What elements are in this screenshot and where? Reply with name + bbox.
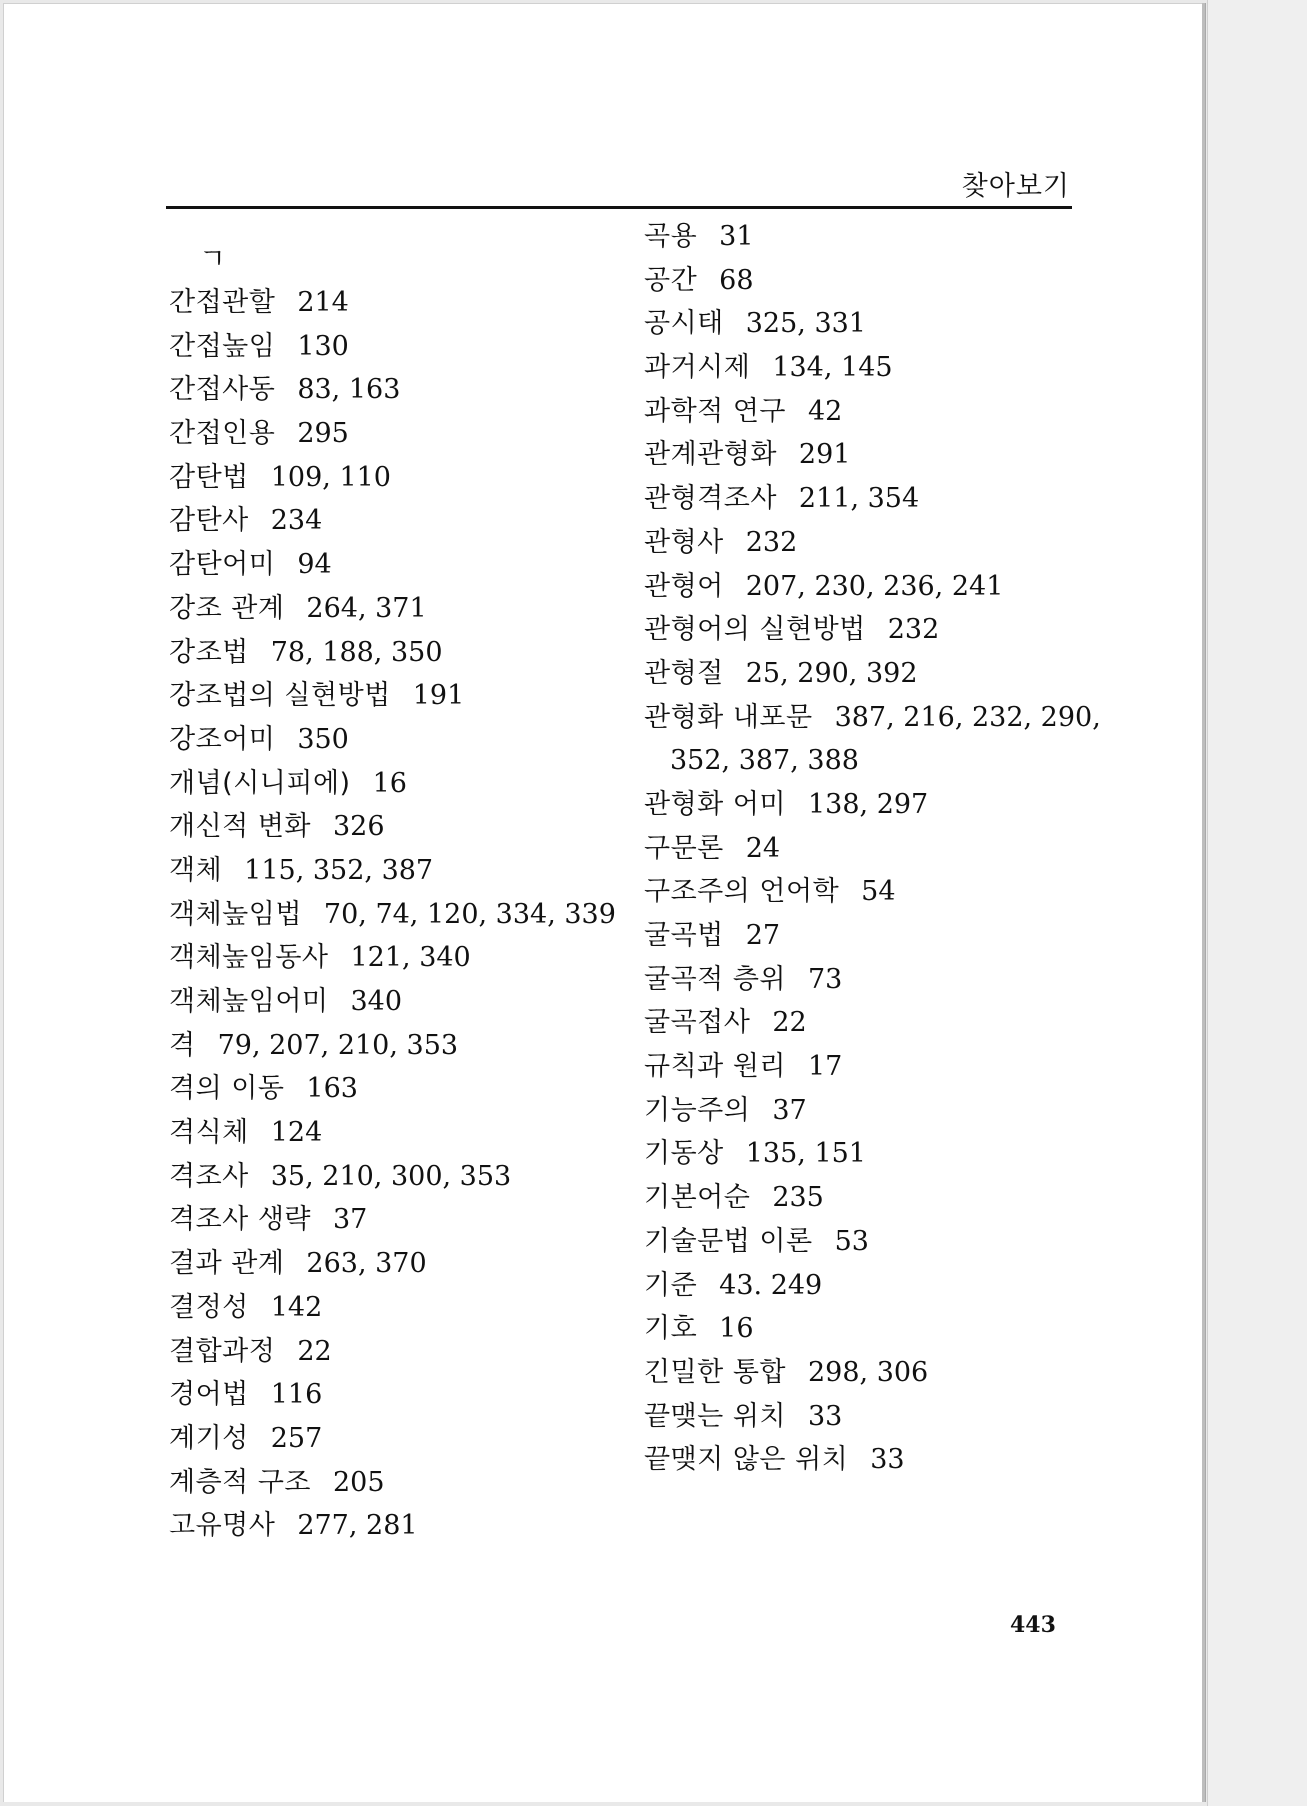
index-pages: 53 (834, 1225, 869, 1257)
index-pages: 130 (297, 330, 349, 362)
index-term: 기본어순 (644, 1182, 751, 1214)
index-pages: 16 (372, 767, 407, 799)
index-term: 간접사동 (169, 374, 276, 406)
index-pages: 325, 331 (745, 308, 866, 340)
index-term: 기능주의 (644, 1094, 751, 1126)
index-entry (169, 1373, 609, 1417)
index-term: 감탄법 (169, 461, 249, 493)
index-term: 결정성 (169, 1291, 249, 1323)
index-entry (169, 1504, 609, 1548)
index-entry (644, 1351, 1104, 1395)
index-pages: 163 (306, 1073, 358, 1105)
index-term: 강조법의 실현방법 (169, 680, 391, 712)
index-pages: 27 (745, 920, 781, 951)
page-number: 443 (1010, 1612, 1056, 1638)
index-entry (169, 1242, 609, 1286)
index-term: 강조 관계 (169, 592, 285, 624)
index-entry (169, 1198, 609, 1242)
index-term: 굴곡접사 (644, 1007, 751, 1039)
index-pages: 115, 352, 387 (244, 854, 434, 886)
index-entry (169, 674, 609, 718)
index-term: 객체높임동사 (169, 942, 329, 974)
index-entry (169, 805, 609, 849)
index-entry (169, 281, 609, 325)
index-term: 강조어미 (169, 723, 276, 755)
index-term: 과학적 연구 (644, 395, 786, 427)
index-pages: 214 (297, 287, 349, 318)
index-pages: 207, 230, 236, 241 (745, 570, 1004, 602)
index-term: 결과 관계 (169, 1248, 285, 1280)
index-entry (644, 958, 1104, 1002)
index-term: 구조주의 언어학 (644, 876, 840, 908)
index-pages: 68 (719, 264, 754, 296)
index-pages: 263, 370 (306, 1248, 427, 1280)
index-pages: 33 (870, 1444, 905, 1476)
index-pages: 211, 354 (798, 483, 920, 515)
index-pages: 205 (333, 1466, 385, 1498)
index-pages: 295 (297, 418, 349, 450)
index-term: 고유명사 (169, 1510, 276, 1542)
index-entry (644, 302, 1104, 346)
index-pages: 22 (297, 1335, 332, 1367)
index-pages: 22 (772, 1007, 807, 1039)
index-term: 격식체 (169, 1117, 249, 1149)
index-term: 관형화 내포문 (644, 701, 813, 733)
index-entry (169, 1155, 609, 1199)
index-term: 끝맺지 않은 위치 (644, 1444, 849, 1476)
index-pages: 135, 151 (745, 1138, 866, 1170)
index-pages: 134, 145 (772, 352, 893, 384)
index-term: 격조사 생략 (169, 1204, 311, 1236)
index-pages: 234 (270, 505, 323, 537)
index-term: 관형사 (644, 526, 724, 558)
index-entry (169, 1417, 609, 1461)
index-entry (169, 762, 609, 806)
index-pages: 70, 74, 120, 334, 339 (323, 898, 616, 930)
header-rule (166, 206, 1072, 209)
index-entry (644, 1089, 1104, 1133)
index-term: 격 (169, 1029, 196, 1061)
index-term: 관형절 (644, 657, 724, 689)
index-pages: 232 (745, 526, 798, 558)
index-entry (644, 477, 1104, 521)
index-pages: 54 (861, 876, 896, 908)
index-pages: 191 (412, 680, 465, 712)
index-term: 끝맺는 위치 (644, 1400, 786, 1432)
index-pages: 83, 163 (297, 374, 401, 406)
index-entry (644, 390, 1104, 434)
index-term: 계층적 구조 (169, 1466, 311, 1498)
index-term: 기호 (644, 1313, 698, 1345)
index-entry (644, 870, 1104, 914)
index-term: 관형격조사 (644, 483, 777, 515)
index-pages: 35, 210, 300, 353 (270, 1160, 512, 1192)
index-pages: 73 (808, 963, 843, 995)
index-entry (644, 1001, 1104, 1045)
index-term: 기동상 (644, 1138, 724, 1170)
index-entry (169, 1461, 609, 1505)
index-entry (644, 696, 1104, 783)
index-term: 감탄사 (169, 505, 249, 537)
index-pages: 232 (887, 614, 940, 646)
index-pages: 31 (719, 221, 754, 252)
section-letter: ㄱ (199, 242, 227, 275)
index-term: 굴곡적 층위 (644, 963, 786, 995)
index-pages: 235 (772, 1182, 824, 1214)
index-term: 개신적 변화 (169, 811, 311, 843)
index-term: 감탄어미 (169, 549, 276, 581)
index-entry (169, 631, 609, 675)
index-page (3, 3, 1202, 1802)
index-pages: 291 (798, 439, 851, 471)
index-entry (644, 1176, 1104, 1220)
index-entry (169, 412, 609, 456)
index-entry (169, 1024, 609, 1068)
index-pages: 17 (808, 1051, 843, 1083)
index-entry (644, 783, 1104, 827)
index-pages: 78, 188, 350 (270, 636, 443, 668)
index-term: 공시태 (644, 308, 724, 340)
index-pages: 25, 290, 392 (745, 657, 918, 689)
index-term: 간접인용 (169, 418, 276, 450)
index-pages: 94 (297, 549, 332, 581)
index-entry (169, 1111, 609, 1155)
index-term: 객체높임어미 (169, 986, 329, 1017)
index-term: 관형어의 실현방법 (644, 614, 866, 646)
index-pages: 121, 340 (350, 942, 471, 974)
index-term: 관형화 어미 (644, 788, 786, 820)
index-pages: 37 (333, 1204, 368, 1236)
index-pages: 42 (808, 395, 843, 427)
index-entry (169, 849, 609, 893)
index-pages: 109, 110 (270, 461, 391, 493)
index-entry (644, 827, 1104, 871)
index-entry (644, 433, 1104, 477)
index-term: 간접높임 (169, 330, 276, 362)
index-pages: 387, 216, 232, 290, (834, 701, 1101, 733)
index-entry (644, 1395, 1104, 1439)
index-entry (169, 1286, 609, 1330)
index-entry (169, 893, 616, 937)
index-term: 객체 (169, 854, 223, 886)
index-pages: 326 (333, 811, 385, 843)
index-entry (644, 259, 1104, 303)
index-term: 규칙과 원리 (644, 1051, 786, 1083)
index-entry (644, 521, 1104, 565)
index-pages-continued: 352, 387, 388 (670, 745, 859, 777)
index-pages: 142 (270, 1291, 323, 1323)
index-term: 결합과정 (169, 1335, 276, 1367)
index-term: 경어법 (169, 1379, 249, 1411)
index-term: 공간 (644, 264, 698, 296)
index-entry (169, 980, 609, 1024)
index-term: 강조법 (169, 636, 249, 668)
index-term: 관형어 (644, 570, 724, 602)
index-pages: 24 (745, 832, 781, 864)
index-entry (644, 914, 1104, 958)
index-pages: 340 (350, 986, 403, 1017)
index-pages: 138, 297 (808, 788, 929, 820)
index-entry (644, 1132, 1104, 1176)
index-pages: 277, 281 (297, 1510, 418, 1542)
index-term: 격의 이동 (169, 1073, 285, 1105)
index-pages: 124 (270, 1117, 323, 1149)
index-entry (644, 1264, 1104, 1308)
index-term: 구문론 (644, 832, 724, 864)
index-entry (644, 652, 1104, 696)
running-head: 찾아보기 (961, 171, 1070, 202)
index-term: 기준 (644, 1269, 698, 1301)
index-pages: 43. 249 (719, 1269, 823, 1301)
index-entry (644, 1220, 1104, 1264)
index-entry (169, 543, 609, 587)
index-entry (644, 215, 1104, 259)
index-entry (169, 587, 609, 631)
index-entry (644, 1438, 1104, 1482)
index-term: 관계관형화 (644, 439, 777, 471)
index-term: 계기성 (169, 1422, 249, 1454)
index-entry (644, 608, 1104, 652)
index-term: 간접관할 (169, 287, 276, 318)
index-pages: 37 (772, 1094, 807, 1126)
index-pages: 350 (297, 723, 349, 755)
index-pages: 298, 306 (808, 1356, 929, 1388)
index-entry (169, 499, 609, 543)
index-term: 기술문법 이론 (644, 1225, 813, 1257)
index-entry (169, 718, 609, 762)
index-pages: 264, 371 (306, 592, 427, 624)
index-term: 격조사 (169, 1160, 249, 1192)
index-term: 객체높임법 (169, 898, 302, 930)
index-entry (169, 325, 609, 369)
viewer-scrollbar-area[interactable] (1207, 0, 1307, 1806)
index-entry (169, 936, 609, 980)
index-entry (169, 368, 609, 412)
index-term: 곡용 (644, 221, 698, 252)
index-entry (644, 1307, 1104, 1351)
index-term: 긴밀한 통합 (644, 1356, 786, 1388)
index-entry (644, 1045, 1104, 1089)
index-column-left (169, 215, 616, 1548)
index-entry (644, 565, 1104, 609)
index-column-right (644, 215, 1104, 1482)
index-pages: 33 (808, 1400, 843, 1432)
index-entry (169, 456, 609, 500)
index-pages: 16 (719, 1313, 754, 1345)
index-entry (169, 1067, 609, 1111)
index-entry (644, 346, 1104, 390)
index-pages: 116 (270, 1379, 323, 1411)
index-term: 개념(시니피에) (169, 767, 351, 799)
index-pages: 79, 207, 210, 353 (217, 1029, 459, 1061)
index-entry (169, 1330, 609, 1374)
index-term: 굴곡법 (644, 920, 724, 951)
index-pages: 257 (270, 1422, 323, 1454)
index-term: 과거시제 (644, 352, 751, 384)
